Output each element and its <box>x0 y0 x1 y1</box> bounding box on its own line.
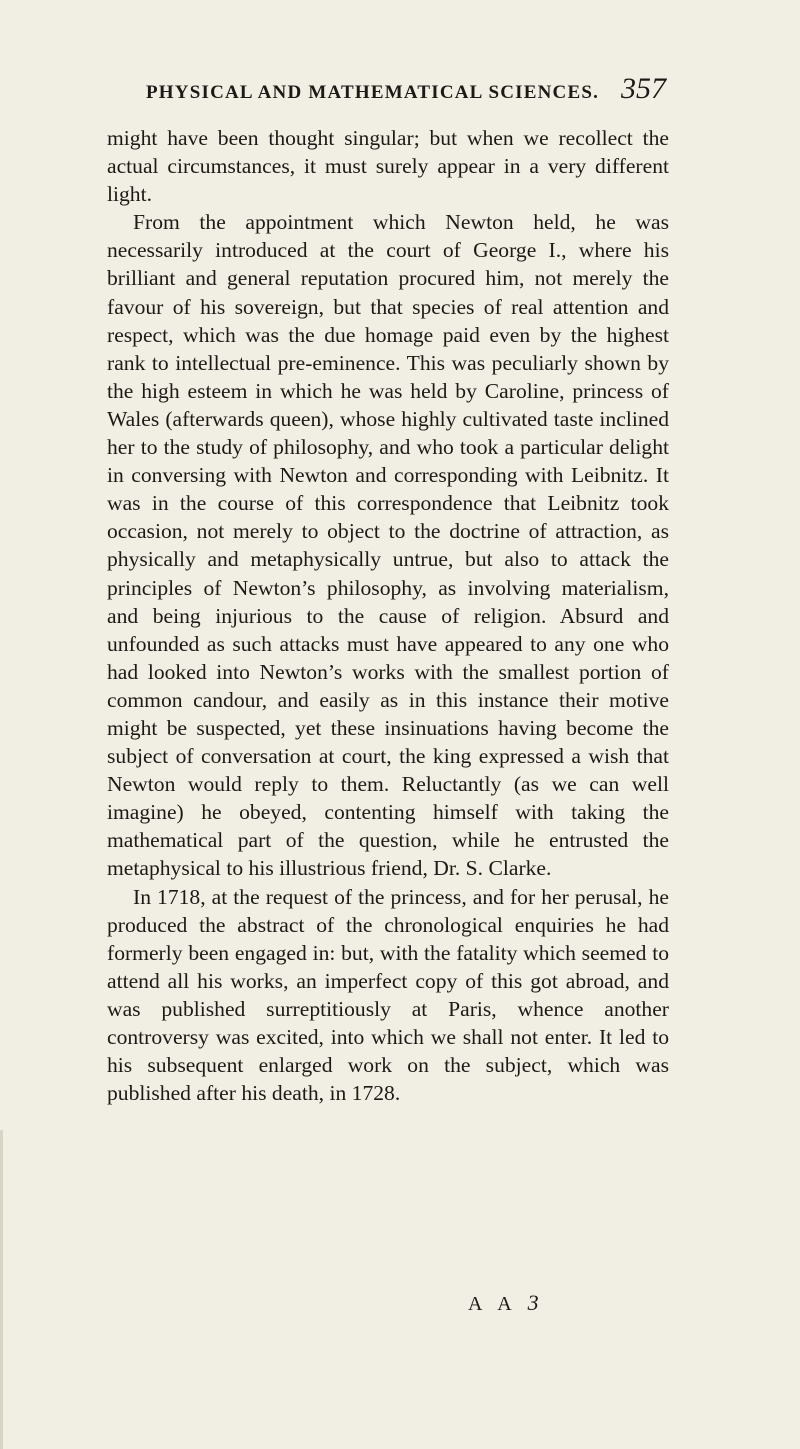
running-head: PHYSICAL AND MATHEMATICAL SCIENCES. <box>146 82 600 103</box>
page-number: 357 <box>621 72 666 105</box>
paragraph-continuation: might have been thought singular; but when we recollect the actual circumstances, it must surely appear in a very different light. <box>107 126 669 207</box>
page-edge-shadow <box>0 1130 3 1449</box>
signature-letters: A A <box>468 1293 517 1315</box>
paragraph-newton-court: From the appointment which Newton held, he was necessarily introduced at the court of George I., where his brilliant and general reputation procured him, not merely the favour of his sovereign, but that species of real attention and respect, which was the due homage paid even by the highest rank to intellectual pre-eminence. This was peculiarly shown by the high esteem in which he was held by Caroline, princess of Wales (afterwards queen), whose highly cultivated taste inclined her to the study of philosophy, and who took a particular delight in conversing with Newton and corresponding with Leibnitz. It was in the course of this correspondence that Leibnitz took occasion, not merely to object to the doctrine of attraction, as physically and metaphysically untrue, but also to attack the principles of Newton’s philosophy, as involving materialism, and being injurious to the cause of religion. Absurd and unfounded as such attacks must have appeared to any one who had looked into Newton’s works with the smallest portion of common candour, and easily as in this instance their motive might be suspected, yet these insinuations having become the subject of conversation at court, the king expressed a wish that Newton would reply to them. Reluctantly (as we can well imagine) he obeyed, contenting himself with taking the mathematical part of the question, while he entrusted the metaphysical to his illustrious friend, Dr. S. Clarke. <box>107 210 669 881</box>
signature-number: 3 <box>527 1290 539 1315</box>
body-text <box>107 124 669 1107</box>
page-header <box>146 74 666 110</box>
paragraph-chronology: In 1718, at the request of the princess, and for her perusal, he produced the abstract of the chronological enquiries he had formerly been engaged in: but, with the fatality which seemed to attend all his works, an imperfect copy of this got abroad, and was published surreptitiously at Paris, whence another controversy was excited, into which we shall not enter. It led to his subsequent enlarged work on the subject, which was published after his death, in 1728. <box>107 884 669 1106</box>
signature-mark <box>468 1290 539 1316</box>
